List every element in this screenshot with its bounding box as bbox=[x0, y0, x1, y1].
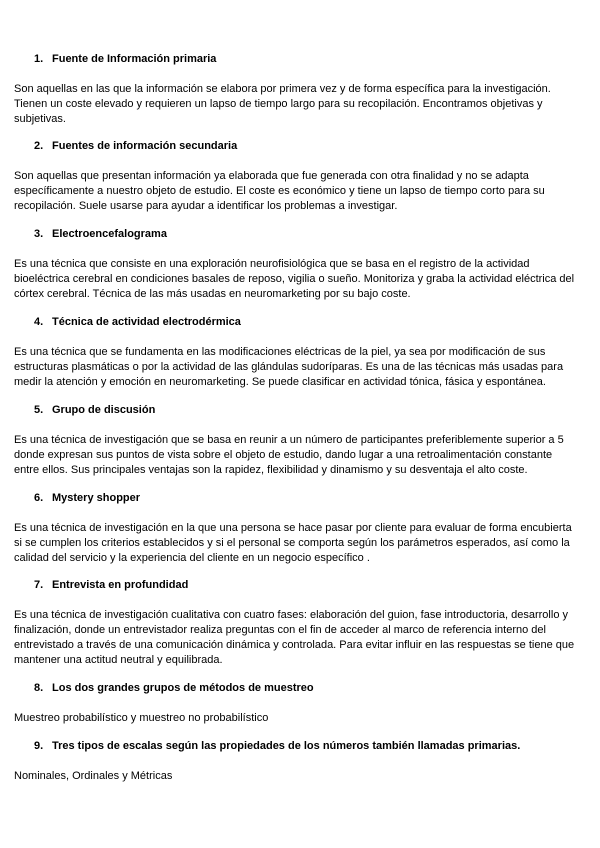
section-paragraph: Es una técnica de investigación que se basa en reunir a un número de participantes preferiblemente superior a 5 donde expresan sus puntos de vista sobre el objeto de estudio, dando lugar a una retroalimentación constante entre ellos. Sus principales ventajas son la rapidez, flexibilidad y dinamismo y su desventaja el alto coste. bbox=[14, 434, 564, 476]
section-paragraph: Muestreo probabilístico y muestreo no probabilístico bbox=[14, 712, 269, 724]
section-title: Los dos grandes grupos de métodos de muestreo bbox=[52, 682, 314, 694]
section-heading bbox=[14, 52, 586, 66]
section-title: Tres tipos de escalas según las propiedades de los números también llamadas primarias. bbox=[52, 740, 521, 752]
section-number: 4. bbox=[34, 316, 44, 328]
section-title: Mystery shopper bbox=[52, 492, 141, 504]
section-6 bbox=[14, 491, 586, 566]
section-heading bbox=[14, 578, 586, 592]
section-7 bbox=[14, 578, 586, 668]
section-paragraph: Son aquellas en las que la información se elabora por primera vez y de forma específica para la investigación. Tienen un coste elevado y requieren un lapso de tiempo largo para su recopilación. Encontramos objetivas y subjetivas. bbox=[14, 83, 551, 125]
section-number: 1. bbox=[34, 53, 44, 65]
section-number: 8. bbox=[34, 682, 44, 694]
section-1 bbox=[14, 52, 586, 127]
section-paragraph: Son aquellas que presentan información ya elaborada que fue generada con otra finalidad y no se adapta específicamente a nuestro objeto de estudio. El coste es económico y tiene un lapso de tiempo corto para su recopilación. Suele usarse para ayudar a identificar los problemas a investigar. bbox=[14, 170, 545, 212]
section-heading bbox=[14, 739, 586, 753]
section-5 bbox=[14, 403, 586, 478]
section-title: Fuentes de información secundaria bbox=[52, 140, 238, 152]
section-paragraph: Es una técnica de investigación cualitativa con cuatro fases: elaboración del guion, fase introductoria, desarrollo y finalización, donde un entrevistador realiza preguntas con el fin de acceder al marco de referencia interno del entrevistado a través de una comunicación dinámica y controlada. Para evitar influir en las respuestas se tiene que mantener una actitud neutral y equilibrada. bbox=[14, 609, 575, 666]
section-number: 9. bbox=[34, 740, 44, 752]
section-paragraph: Es una técnica de investigación en la que una persona se hace pasar por cliente para evaluar de forma encubierta si se cumplen los criterios establecidos y si el personal se comporta según los parámetros esperados, así como la calidad del servicio y la experiencia del cliente en un negocio específico . bbox=[14, 522, 572, 564]
section-heading bbox=[14, 139, 586, 153]
section-heading bbox=[14, 315, 586, 329]
section-heading bbox=[14, 491, 586, 505]
section-number: 2. bbox=[34, 140, 44, 152]
section-2 bbox=[14, 139, 586, 214]
section-paragraph: Nominales, Ordinales y Métricas bbox=[14, 770, 173, 782]
section-number: 7. bbox=[34, 579, 44, 591]
section-heading bbox=[14, 227, 586, 241]
section-number: 3. bbox=[34, 228, 44, 240]
section-3 bbox=[14, 227, 586, 302]
section-title: Fuente de Información primaria bbox=[52, 53, 217, 65]
section-9 bbox=[14, 739, 586, 784]
section-4 bbox=[14, 315, 586, 390]
section-title: Técnica de actividad electrodérmica bbox=[52, 316, 241, 328]
section-title: Electroencefalograma bbox=[52, 228, 167, 240]
section-paragraph: Es una técnica que consiste en una exploración neurofisiológica que se basa en el registro de la actividad bioeléctrica cerebral en condiciones basales de reposo, vigilia o sueño. Monitoriza y graba la actividad eléctrica del córtex cerebral. Técnica de las más usadas en neuromarketing por su bajo coste. bbox=[14, 258, 575, 300]
section-title: Grupo de discusión bbox=[52, 404, 156, 416]
section-number: 5. bbox=[34, 404, 44, 416]
section-paragraph: Es una técnica que se fundamenta en las modificaciones eléctricas de la piel, ya sea por modificación de sus estructuras plasmáticas o por la actividad de las glándulas sudoríparas. Es una de las técnicas más usadas para medir la atención y emoción en neuromarketing. Se puede clasificar en actividad tónica, fásica y espontánea. bbox=[14, 346, 564, 388]
section-8 bbox=[14, 681, 586, 726]
section-heading bbox=[14, 681, 586, 695]
section-title: Entrevista en profundidad bbox=[52, 579, 189, 591]
section-number: 6. bbox=[34, 492, 44, 504]
section-heading bbox=[14, 403, 586, 417]
